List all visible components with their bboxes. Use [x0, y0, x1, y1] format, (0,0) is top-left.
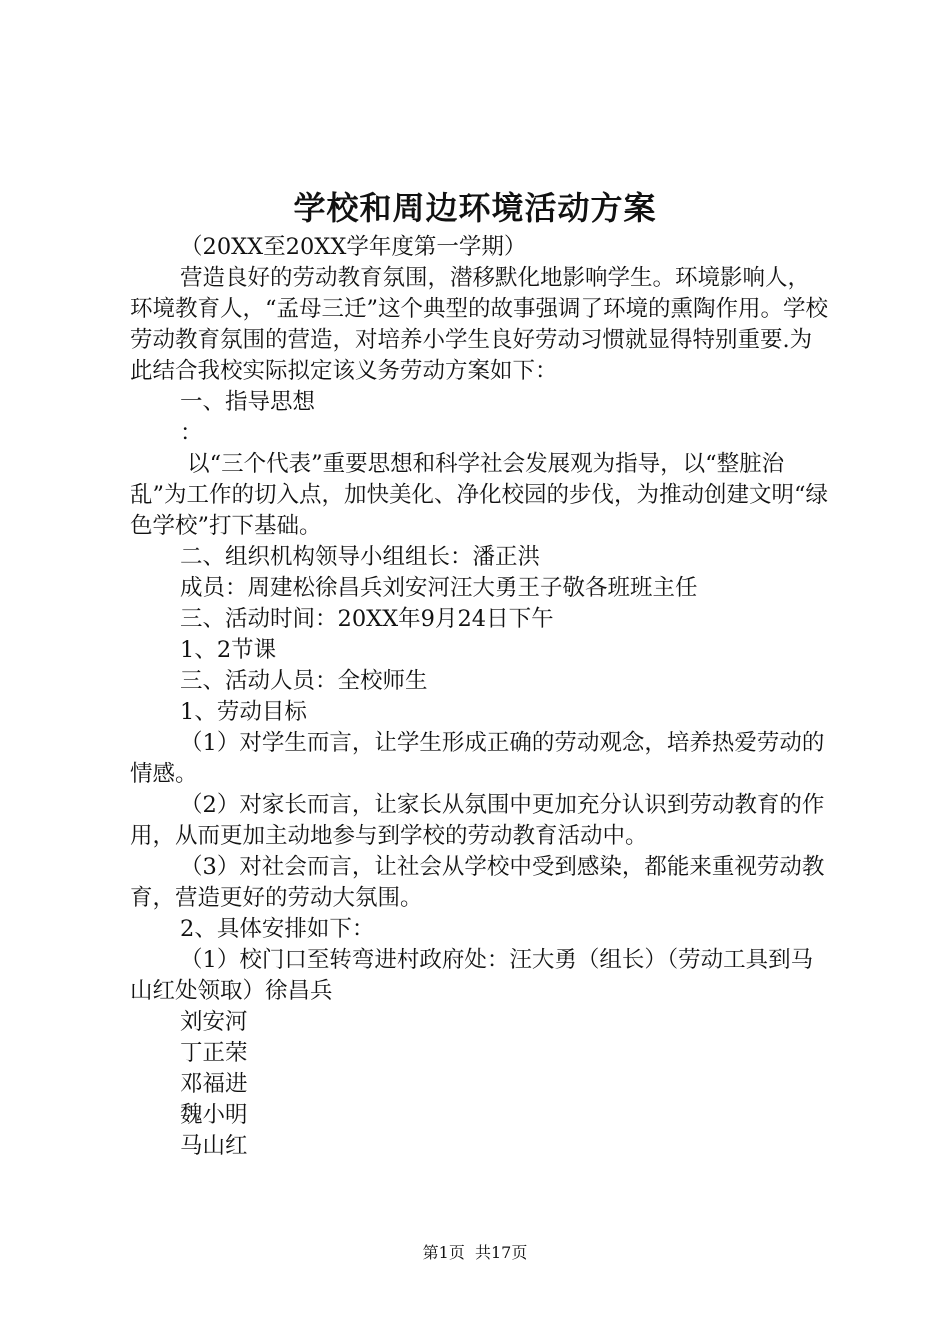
goal-item-society: （3）对社会而言，让社会从学校中受到感染，都能来重视劳动教育，营造更好的劳动大氛围。: [130, 854, 825, 911]
document-title: 学校和周边环境活动方案: [293, 189, 657, 227]
arrangement-item-1: （1）校门口至转弯进村政府处：汪大勇（组长）（劳动工具到马山红处领取）徐昌兵: [130, 947, 814, 1004]
goal-item-parents: （2）对家长而言，让家长从氛围中更加充分认识到劳动教育的作用，从而更加主动地参与到学校的劳动教育活动中。: [130, 792, 825, 849]
section-heading-guiding-ideology: 一、指导思想: [180, 389, 316, 415]
name-list-item: 丁正荣: [180, 1040, 248, 1066]
colon-line: ：: [180, 420, 203, 446]
name-list-item: 邓福进: [180, 1071, 248, 1097]
class-periods-line: 1、2节课: [180, 637, 277, 663]
name-list-item: 魏小明: [180, 1102, 248, 1128]
intro-paragraph: 营造良好的劳动教育氛围，潜移默化地影响学生。环境影响人，环境教育人，“孟母三迁”这个典型的故事强调了环境的熏陶作用。学校劳动教育氛围的营造，对培养小学生良好劳动习惯就显得特别重要.为此结合我校实际拟定该义务劳动方案如下：: [130, 265, 829, 384]
subheading-labor-goals: 1、劳动目标: [180, 699, 307, 725]
members-line: 成员：周建松徐昌兵刘安河汪大勇王子敬各班班主任: [180, 575, 698, 601]
name-list-item: 马山红: [180, 1133, 248, 1159]
section-heading-activity-time: 三、活动时间：20XX年9月24日下午: [180, 606, 554, 632]
document-body: [130, 232, 830, 1162]
name-list-item: 刘安河: [180, 1009, 248, 1035]
section-heading-organization: 二、组织机构领导小组组长：潘正洪: [180, 544, 541, 570]
section-heading-participants: 三、活动人员：全校师生: [180, 668, 428, 694]
subheading-arrangements: 2、具体安排如下：: [180, 916, 375, 942]
page-footer: 第1页 共17页: [422, 1243, 528, 1262]
semester-note: （20XX至20XX学年度第一学期）: [180, 234, 527, 260]
goal-item-students: （1）对学生而言，让学生形成正确的劳动观念，培养热爱劳动的情感。: [130, 730, 825, 787]
guiding-ideology-paragraph: 以“三个代表”重要思想和科学社会发展观为指导，以“整脏治乱”为工作的切入点，加快美化、净化校园的步伐，为推动创建文明“绿色学校”打下基础。: [130, 451, 829, 539]
